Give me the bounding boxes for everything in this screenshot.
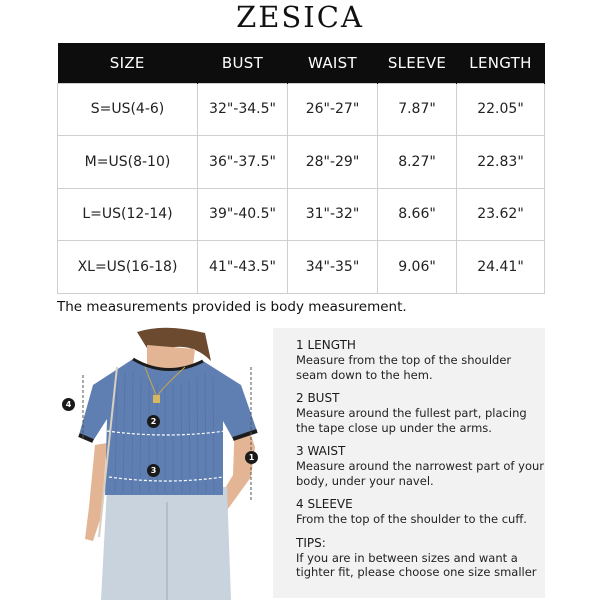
guide-bust-desc: Measure around the fullest part, placing the tape close up under the arms. — [296, 406, 527, 435]
necklace-pendant — [153, 395, 160, 403]
length-cell: 23.62" — [457, 188, 545, 241]
sleeve-cell: 9.06" — [378, 241, 457, 294]
model-figure — [55, 327, 270, 600]
bust-cell: 32"-34.5" — [198, 83, 288, 136]
sleeve-cell: 8.66" — [378, 188, 457, 241]
guide-waist-title: 3 WAIST — [296, 444, 346, 458]
size-cell: M=US(8-10) — [58, 136, 198, 189]
table-row — [58, 136, 545, 189]
guide-tips-desc: If you are in between sizes and want a tighter fit, please choose one size smaller — [296, 550, 537, 579]
size-cell: L=US(12-14) — [58, 188, 198, 241]
waist-cell: 26"-27" — [288, 83, 378, 136]
length-cell: 24.41" — [457, 241, 545, 294]
guide-bust — [296, 391, 545, 435]
guide-sleeve-title: 4 SLEEVE — [296, 497, 353, 511]
table-row — [58, 83, 545, 136]
guide-bust-title: 2 BUST — [296, 391, 340, 405]
size-cell: S=US(4-6) — [58, 83, 198, 136]
size-chart-table — [57, 43, 545, 294]
guide-length-title: 1 LENGTH — [296, 338, 356, 352]
header-bust: BUST — [198, 43, 288, 83]
guide-sleeve — [296, 497, 545, 527]
table-header-row — [58, 43, 545, 83]
header-sleeve: SLEEVE — [378, 43, 457, 83]
table-row — [58, 241, 545, 294]
guide-tips-title: TIPS: — [296, 535, 326, 550]
header-length: LENGTH — [457, 43, 545, 83]
waist-cell: 31"-32" — [288, 188, 378, 241]
guide-length — [296, 338, 545, 382]
length-cell: 22.83" — [457, 136, 545, 189]
waist-cell: 34"-35" — [288, 241, 378, 294]
model-illustration — [55, 327, 270, 600]
marker-waist: 3 — [147, 464, 160, 477]
marker-length: 1 — [245, 451, 258, 464]
guide-sleeve-desc: From the top of the shoulder to the cuff. — [296, 512, 527, 526]
marker-sleeve: 4 — [62, 398, 75, 411]
bust-cell: 39"-40.5" — [198, 188, 288, 241]
measuring-guide — [273, 328, 545, 598]
jeans-shape — [101, 487, 231, 600]
guide-tips — [296, 536, 545, 580]
table-row — [58, 188, 545, 241]
sleeve-cell: 7.87" — [378, 83, 457, 136]
bust-cell: 41"-43.5" — [198, 241, 288, 294]
length-cell: 22.05" — [457, 83, 545, 136]
guide-waist-desc: Measure around the narrowest part of your body, under your navel. — [296, 459, 544, 488]
brand-logo: ZESICA — [236, 0, 364, 34]
sleeve-cell: 8.27" — [378, 136, 457, 189]
measurement-note: The measurements provided is body measurement. — [57, 299, 407, 315]
guide-length-desc: Measure from the top of the shoulder seam down to the hem. — [296, 353, 512, 382]
header-waist: WAIST — [288, 43, 378, 83]
waist-cell: 28"-29" — [288, 136, 378, 189]
guide-waist — [296, 444, 545, 488]
bust-cell: 36"-37.5" — [198, 136, 288, 189]
marker-bust: 2 — [147, 415, 160, 428]
header-size: SIZE — [58, 43, 198, 83]
size-cell: XL=US(16-18) — [58, 241, 198, 294]
